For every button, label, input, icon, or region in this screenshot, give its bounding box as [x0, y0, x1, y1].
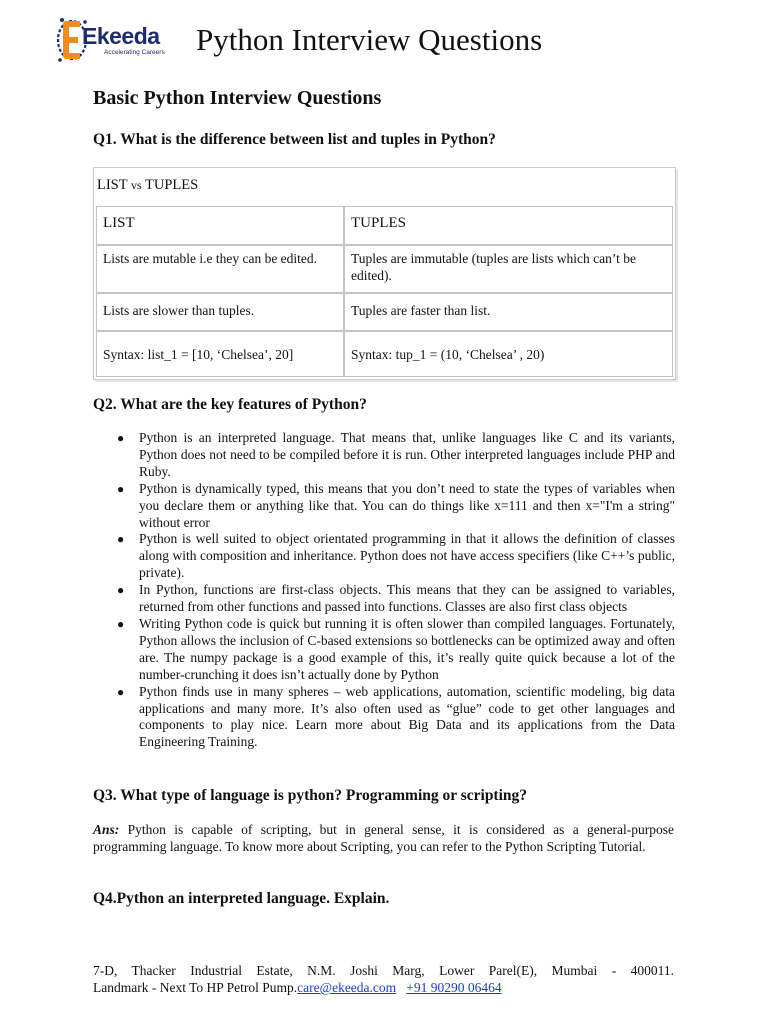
phone-link[interactable]: +91 90290 06464: [406, 980, 502, 995]
list-vs-tuples-table: [93, 167, 676, 380]
table-cell: Syntax: tup_1 = (10, ‘Chelsea’ , 20): [344, 331, 673, 377]
features-list: [117, 430, 675, 751]
answer-label: Ans:: [93, 822, 120, 837]
question-3: Q3. What type of language is python? Programming or scripting?: [93, 787, 528, 804]
footer: [93, 962, 674, 996]
table-cell: Lists are slower than tuples.: [96, 293, 344, 331]
bullet-icon: ●: [117, 431, 125, 445]
ekeeda-logo: [52, 10, 172, 66]
list-item: ● Writing Python code is quick but running it is often slower than compiled languages. Fortunately, Python allows the inclusion of C-based extensions so bottlenecks can be optimized away and often are. The numpy package is a good example of this, it’s really quite quick because a lot of the number-crunching it does isn’t actually done by Python: [117, 615, 675, 682]
table-cell: Tuples are faster than list.: [344, 293, 673, 331]
logo-wordmark: Ekeeda: [82, 23, 160, 49]
table-caption: [97, 177, 198, 194]
table-cell: Syntax: list_1 = [10, ‘Chelsea’, 20]: [96, 331, 344, 377]
answer-3: [93, 822, 674, 856]
answer-text: Python is capable of scripting, but in general sense, it is considered as a general-purpose programming language. To know more about Scripting, you can refer to the Python Scripting Tutorial.: [93, 822, 674, 854]
footer-address: 7-D, Thacker Industrial Estate, N.M. Joshi Marg, Lower Parel(E), Mumbai - 400011.: [93, 963, 674, 978]
table-cell: Lists are mutable i.e they can be edited.: [96, 245, 344, 293]
section-title: Basic Python Interview Questions: [93, 87, 382, 109]
bullet-icon: ●: [117, 532, 125, 547]
footer-landmark: Landmark - Next To HP Petrol Pump.: [93, 980, 298, 995]
list-item: ● Python finds use in many spheres – web applications, automation, scientific modeling, big data applications and many more. It’s also often used as “glue” code to get other languages and components to play nice. Learn more about Big Data and its applications from the Data Engineering Training.: [117, 683, 675, 750]
logo-tagline: Accelerating Careers: [104, 49, 165, 56]
bullet-icon: ●: [117, 583, 125, 598]
table-header-list: LIST: [96, 206, 344, 245]
bullet-icon: ●: [117, 684, 125, 699]
email-link[interactable]: care@ekeeda.com: [297, 980, 397, 995]
table-header-tuples: TUPLES: [344, 206, 673, 245]
list-item: ● Python is well suited to object orientated programming in that it allows the definition of classes along with composition and inheritance. Python does not have access specifiers (like C++’s public, private).: [117, 531, 675, 581]
list-item: ● In Python, functions are first-class objects. This means that they can be assigned to variables, returned from other functions and passed into functions. Classes are also first class objects: [117, 582, 675, 615]
document-title: Python Interview Questions: [196, 22, 543, 57]
list-item: ● Python is dynamically typed, this means that you don’t need to state the types of variables when you declare them or anything like that. You can do things like x=111 and then x="I'm a string" without error: [117, 480, 675, 530]
list-item: ● Python is an interpreted language. That means that, unlike languages like C and its variants, Python does not need to be compiled before it is run. Other interpreted languages include PHP and Ruby.: [117, 430, 675, 479]
question-4: Q4.Python an interpreted language. Explain.: [93, 890, 390, 907]
table-caption-list: LIST: [97, 177, 128, 193]
table-cell: Tuples are immutable (tuples are lists which can’t be edited).: [344, 245, 673, 293]
table-caption-vs: vs: [130, 178, 142, 192]
bullet-icon: ●: [117, 481, 125, 496]
table-caption-tuples: TUPLES: [145, 177, 199, 193]
bullet-icon: ●: [117, 616, 125, 631]
question-2: Q2. What are the key features of Python?: [93, 396, 367, 413]
question-1: Q1. What is the difference between list and tuples in Python?: [93, 131, 496, 148]
